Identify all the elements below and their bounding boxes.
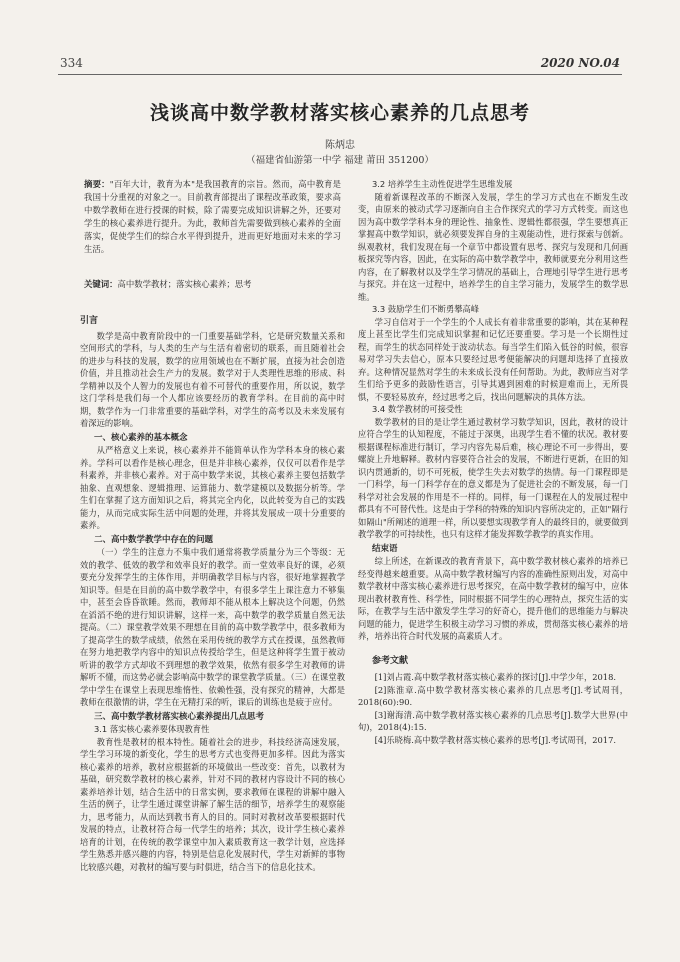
keywords — [80, 278, 345, 291]
sub4-text: 数学教材的目的是让学生通过教材学习数学知识，因此，教材的设计应符合学生的认知程度，不能过于深奥，出现学生看不懂的状况。教材要根据课程标准进行制订，学习内容先易后难，核心理论不可一步得出，要螺旋上升地解释。教材内容要符合社会的发展，不断进行更新，在旧的知识内贯通新的，切不可死板，使学生失去对数学的热情。每一门课程即是一门科学，每一门科学存在的意义都是为了促进社会的不断发展，每一门科学对社会发展的作用是不一样的。同样，每一门课程在人的发展过程中都具有不可替代性。这是由于学科的特殊的知识内容所决定的，正如"隔行如隔山"所阐述的道理一样，所以要想实现教学育人的最终目的，就要做到教学教学的可持续性，也只有这样才能发挥数学教学的真实作用。 — [358, 416, 628, 539]
keywords-label: 关键词： — [84, 279, 118, 289]
sub3-heading: 3.3 鼓励学生们不断勇攀高峰 — [372, 304, 480, 314]
abstract-label: 摘要： — [84, 179, 110, 189]
reference-item: [1]刘占霞.高中数学教材落实核心素养的探讨[J].中学少年，2018. — [374, 672, 617, 682]
keywords-text: 高中数学教材；落实核心素养；思考 — [117, 279, 252, 289]
section3-heading: 三、高中数学教材落实核心素养提出几点思考 — [94, 711, 265, 722]
sub2-heading: 3.2 培养学生主动性促进学生思维发展 — [372, 179, 513, 189]
affiliation: （福建省仙游第一中学 福建 莆田 351200） — [246, 155, 434, 166]
section2-heading: 二、高中数学教学中存在的问题 — [94, 534, 214, 545]
reference-item: [4]乐晓梅.高中数学教材落实核心素养的思考[J].考试周刊，2017. — [374, 734, 617, 745]
reference-item: [2]陈淮章.高中数学教材落实核心素养的几点思考[J].考试周刊，2018(60):90. — [358, 684, 628, 707]
page-header — [58, 56, 622, 75]
sub4-heading: 3.4 数学教材的可接受性 — [372, 404, 463, 414]
sub1-text: 教育性是教材的根本特性。随着社会的进步，科技经济高速发展，学生学习环境的新变化，学生的思考方式也变得更加多样。因此为落实核心素养的培养，教材应根据新的环境做出一些改变：首先，以教材为基础，研究数学教材的核心素养，针对不同的教材内容设计不同的核心素养培养计划，结合生活中的日常实例，要求教师在课程的讲解中融入生活的例子，让学生通过课堂讲解了解生活的细节，培养学生的观察能力，思考能力，从而达到教书育人的目的。同时对教材改革要根据时代发展的特点，让教材符合每一代学生的培养；其次，设计学生核心素养培育的计划，在传统的教学课堂中加入素质教育这一教学计划，应选择学生熟悉并感兴趣的内容，特别是信息化发展时代，学生对新鲜的事物比较感兴趣，对教材的编写要与时俱进，结合当下的信息化技术。 — [80, 736, 345, 872]
abstract-text: "百年大计，教育为本"是我国教育的宗旨。然而，高中教育是我国十分重视的对象之一。目前教育部提出了课程改革政策，要求高中数学教师在进行授课的时候，除了需要完成知识讲解之外，还要对学生的核心素养进行提升。为此，教师首先需要做到核心素养的全面落实，促使学生们的综合水平得到提升，进而更好地面对未来的学习生活。 — [84, 179, 342, 254]
sub1-heading: 3.1 落实核心素养要体现教育性 — [94, 724, 210, 734]
sub3-text: 学习自信对于一个学生的个人成长有着非常重要的影响，其在某种程度上甚至比学生们完成知识掌握和记忆还要重要。学习是一个长期性过程，而学生的状态同样处于波动状态。每当学生们陷入低谷的时候，很容易对学习失去信心，原本只要经过思考便能解决的问题却选择了直接放弃。这种情况显然对学生的未来成长没有任何帮助。为此，教师应当对学生们给予更多的鼓励性语言，引导其遇到困难的时候迎难而上，无所畏惧，不要轻易放弃，经过思考之后，找出问题解决的具体方法。 — [358, 316, 628, 402]
sub2-text: 随着新课程改革的不断深入发展，学生的学习方式也在不断发生改变，由原来的被动式学习逐渐向自主合作探究式的学习方式转变。而这也因为高中数学学科本身的理论性、抽象性、逻辑性都很强，学生要想真正掌握高中数学知识，就必须要发挥自身的主观能动性，进行探索与创新。纵观教材，我们发现在每一个章节中都设置有思考、探究与发现和几何画板探究等内容，因此，在实际的高中数学教学中，教师就要充分利用这些内容，在了解教材以及学生学习情况的基础上，合理地引导学生进行思考与探究。并在这一过程中，培养学生的自主学习能力，发展学生的数学思维。 — [358, 191, 628, 302]
conclusion-heading: 结束语 — [372, 543, 398, 554]
section1-heading: 一、核心素养的基本概念 — [94, 432, 188, 443]
page-number: 334 — [60, 56, 83, 70]
reference-item: [3]谢海清.高中数学教材落实核心素养的几点思考[J].数学大世界(中旬)，2018(4):15. — [358, 709, 628, 732]
section2-text: （一）学生的注意力不集中我们通常将教学质量分为三个等级：无效的教学、低效的教学和效率良好的教学。而一堂效率良好的课，必须要充分发挥学生的主体作用，并明确教学目标与内容，很好地掌握教学知识等。但是在目前的高中数学教学中，有很多学生上课注意力不够集中，甚至会昏昏欲睡。然而，教师却不能从根本上解决这个问题，仍然在滔滔不绝的进行知识讲解，这样一来，高中数学的教学质量自然无法提高。（二）课堂教学效果不理想在目前的高中数学教学中，很多教师为了提高学生的数学成绩，依然在采用传统的教学方式在授课，虽然教师在努力地把教学内容中的知识点传授给学生，但是这种将学生置于被动听讲的教学方式却收不到理想的教学效果，依然有很多学生对教师的讲解听不懂，而这势必就会影响高中数学的课堂教学质量。（三）在课堂教学中学生在课堂上表现思维惰性、依赖性强，没有探究的精神，大都是教师在很激情的讲，学生在无精打采的听，课后的训练也是疲于应付。 — [80, 547, 345, 707]
abstract — [80, 178, 345, 256]
left-column — [80, 178, 345, 873]
section1-text: 从严格意义上来说，核心素养并不能简单认作为学科本身的核心素养。学科可以看作是核心理念，但是并非核心素养，仅仅可以看作是学科素养，并非核心素养。对于高中数学来说，其核心素养主要包括数学抽象、直观想象、逻辑推理、运算能力、数学建模以及数据分析等。学生们在掌握了这方面知识之后，将其完全内化，以此转变为自己的实践能力，从而完成实际生活中问题的处理，并将其发展成一项十分重要的素养。 — [80, 445, 345, 530]
intro-heading: 引言 — [80, 316, 99, 326]
author-name: 陈炳忠 — [325, 140, 355, 151]
references-heading: 参考文献 — [372, 655, 409, 666]
article-title: 浅谈高中数学教材落实核心素养的几点思考 — [149, 102, 530, 124]
right-column — [358, 178, 628, 746]
issue-label: 2020 NO.04 — [540, 56, 620, 70]
conclusion-text: 综上所述，在新课改的教育背景下，高中数学教材核心素养的培养已经变得越来越重要。从高中数学教材编写内容的准确性原则出发，对高中数学教材中落实核心素养进行思考探究，在高中数学教材的编写中，应体现出教材教育性、科学性，同时根据不同学生的心理特点，探究生活的实际，在教学与生活中激发学生学习的好奇心，提升他们的思维能力与解决问题的能力，促进学生积极主动学习习惯的养成，贯彻落实核心素养的培养，培养出符合时代发展的高素质人才。 — [358, 556, 628, 641]
intro-text: 数学是高中教育阶段中的一门重要基础学科，它是研究数量关系和空间形式的学科，与人类的生产与生活有着密切的联系，而且随着社会的进步与科技的发展，数学的应用领域也在不断扩展，直接为社会创造价值，并且推动社会生产力的发展。数学对于人类理性思维的形成、科学精神以及个人智力的发展也有着不可替代的重要作用，所以说，数学这门学科是我们每一个人都应该要经历的教育学科。在目前的高中时期，数学作为一门非常重要的基础学科，对学生的高考以及未来发展有着深远的影响。 — [80, 330, 345, 428]
